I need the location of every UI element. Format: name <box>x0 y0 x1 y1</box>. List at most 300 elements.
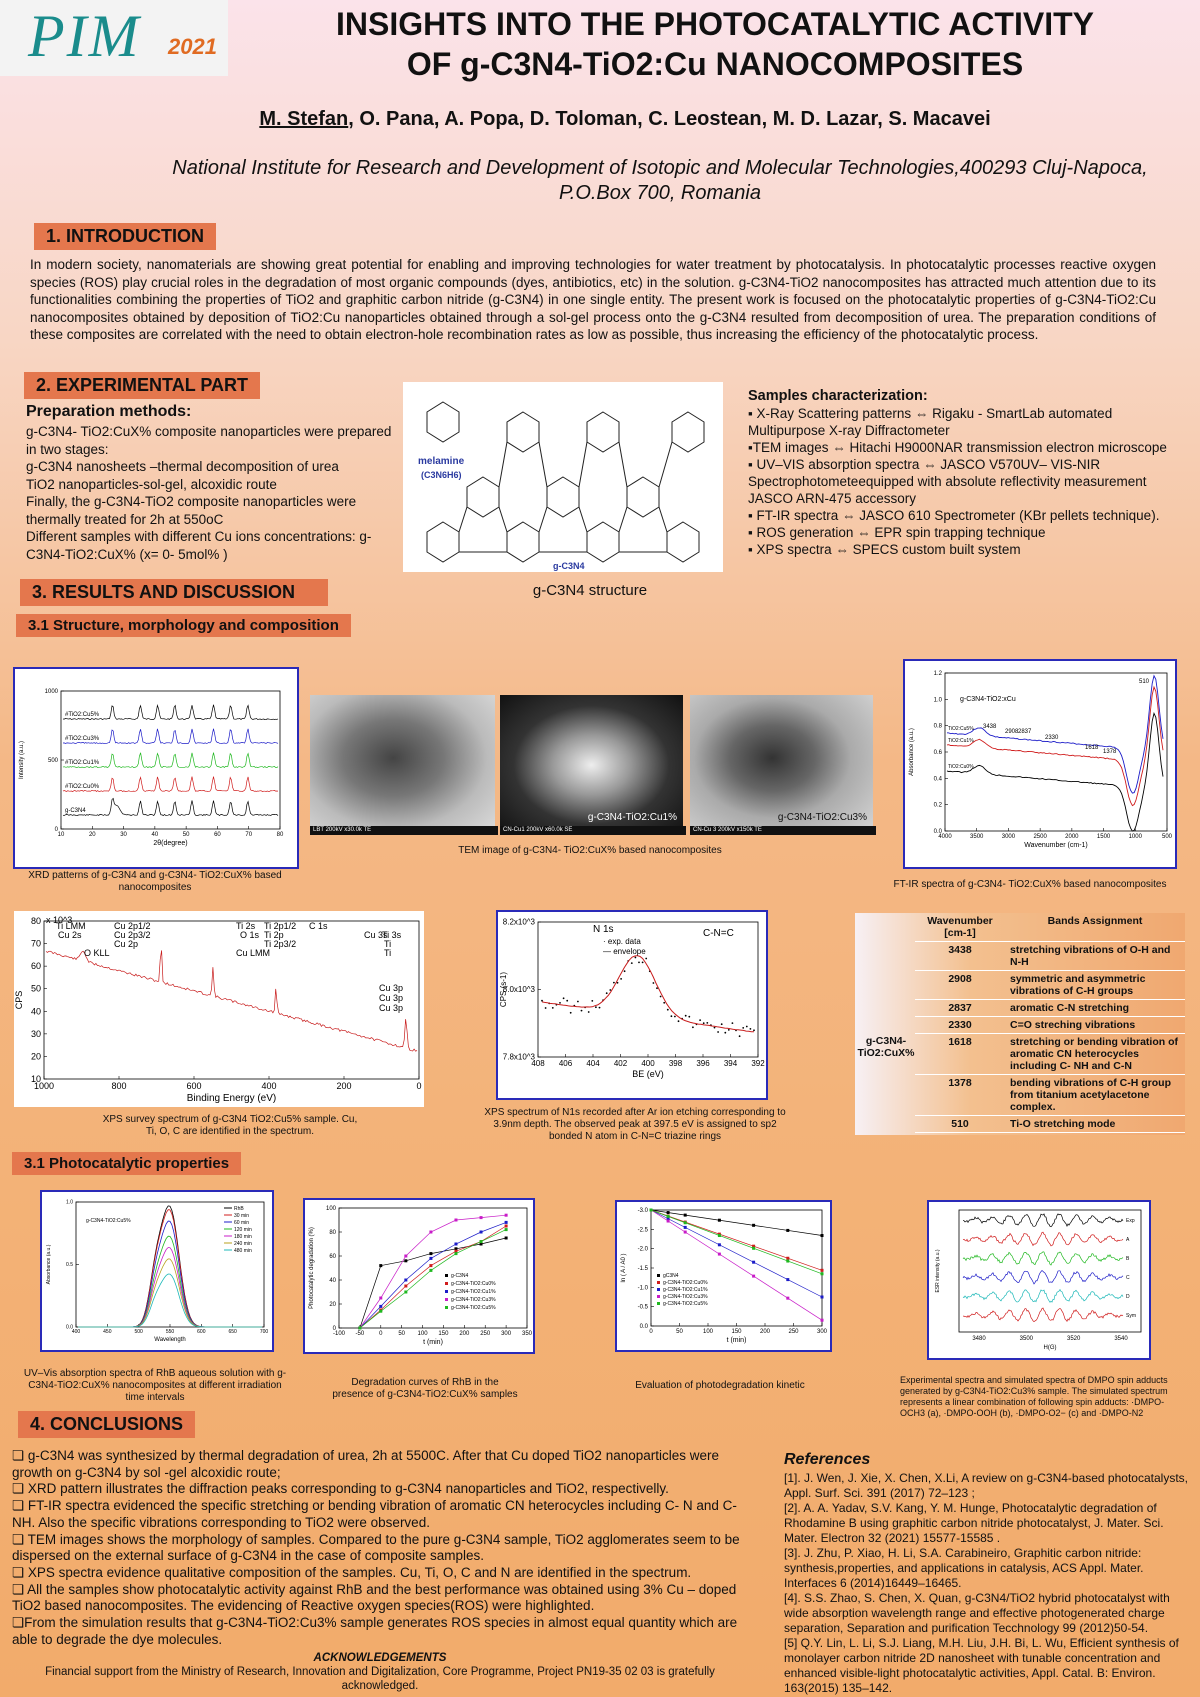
n1s-data-point <box>750 1028 752 1030</box>
x-axis-label: Wavenumber (cm-1) <box>1024 842 1088 849</box>
ftir-peak-label: 3438 <box>983 724 997 730</box>
kinetic-chart <box>615 1200 832 1352</box>
y-tick-label: 1.0 <box>933 697 942 704</box>
x-tick-label: 80 <box>276 832 284 838</box>
x-tick-label: 150 <box>731 1329 742 1335</box>
deg-data-point <box>454 1252 457 1255</box>
uv-legend-label: RhB <box>234 1206 244 1212</box>
x-tick-label: 406 <box>558 1059 573 1068</box>
x-tick-label: 600 <box>186 1081 202 1091</box>
xrd-series-label: #TiO2:Cu3% <box>65 736 100 742</box>
y-tick-label: -0.5 <box>637 1304 648 1311</box>
deg-legend-swatch <box>445 1274 448 1277</box>
references <box>784 1452 1188 1696</box>
references-title: References <box>784 1451 871 1468</box>
y-tick-label: 10 <box>30 1074 41 1084</box>
n1s-data-point <box>714 1027 716 1029</box>
xps-svg <box>14 911 424 1107</box>
xps-caption: XPS survey spectrum of g-C3N4 TiO2:Cu5% sample. Cu, Ti, O, C are identified in the spectrum. <box>102 1114 358 1137</box>
reference-item: [1]. J. Wen, J. Xie, X. Chen, X.Li, A review on g-C3N4-based photocatalysts, Appl. Surf. Sci. 391 (2017) 72–123 ; <box>784 1471 1188 1500</box>
xrd-svg <box>15 669 297 867</box>
table-cell: 1618 <box>915 1034 1005 1075</box>
deg-data-point <box>454 1219 457 1222</box>
sample-item: ▪ XPS spectra ⇔ SPECS custom built system <box>748 542 1021 557</box>
x-tick-label: 3520 <box>1066 1336 1081 1342</box>
deg-data-point <box>379 1297 382 1300</box>
gcn-structure-svg <box>403 382 723 572</box>
tem-caption: TEM image of g-C3N4- TiO2:CuX% based nanocomposites <box>458 845 722 856</box>
sample-item: ▪ X-Ray Scattering patterns ⇔ Rigaku - SmartLab automated Multipurpose X-ray Diffractometer <box>748 406 1113 438</box>
esr-series-label: Sym <box>1126 1313 1136 1319</box>
n1s-data-point <box>742 1027 744 1029</box>
deg-data-point <box>404 1255 407 1258</box>
n1s-data-point <box>631 962 633 964</box>
prep-line: Different samples with different Cu ions concentrations: g-C3N4-TiO2:CuX% (x= 0- 5mol% ) <box>26 529 372 562</box>
ftir-svg <box>905 661 1175 867</box>
x-axis-label: BE (eV) <box>632 1069 664 1079</box>
kin-legend-swatch <box>657 1295 660 1298</box>
y-tick-label: 20 <box>329 1302 336 1308</box>
x-tick-label: 1000 <box>1128 834 1142 840</box>
x-tick-label: 400 <box>71 1329 81 1335</box>
reference-item: [5] Q.Y. Lin, L. Li, S.J. Liang, M.H. Liu, J.H. Bi, L. Wu, Efficient synthesis of monolayer carbon nitride 2D nanosheet with tunable concentration and enhanced visible-light photocatalytic activities, Appl. Catal. B: Environ. 163(2015) 135–142. <box>784 1636 1179 1695</box>
y-axis-label: Photocatalytic degradation (%) <box>309 1227 315 1309</box>
xps-spectrum-line <box>46 950 417 1051</box>
x-tick-label: 100 <box>417 1331 428 1337</box>
plot-frame <box>339 1208 527 1328</box>
esr-svg <box>929 1202 1149 1358</box>
n1s-data-point <box>559 1002 561 1004</box>
y-tick-label: 0.8 <box>933 723 942 730</box>
melamine-label: melamine <box>418 456 465 467</box>
table-col-wavenumber: Wavenumber [cm-1] <box>915 913 1005 942</box>
tem-label-1: g-C3N4-TiO2:Cu1% <box>587 812 677 823</box>
xps-peak-label: Ti <box>384 948 392 958</box>
esr-series-line <box>963 1290 1123 1303</box>
deg-data-point <box>505 1225 508 1228</box>
table-cell: Ti-O stretching mode <box>1005 1116 1185 1133</box>
n1s-data-point <box>739 1035 741 1037</box>
ftir-series-label: TiO2:Cu0% <box>948 764 974 770</box>
n1s-data-point <box>692 1026 694 1028</box>
n1s-data-point <box>663 1002 665 1004</box>
section-conclusions: 4. CONCLUSIONS <box>18 1411 195 1438</box>
y-tick-label: 80 <box>329 1230 336 1236</box>
esr-series-label: Exp <box>1126 1218 1135 1224</box>
xps-peak-label: Cu 2p3/2 <box>114 930 151 940</box>
poster-title <box>240 4 1190 84</box>
reference-item: [3]. J. Zhu, P. Xiao, H. Li, S.A. Carabineiro, Graphitic carbon nitride: synthesis,properties, and applications in catalysis, ACS Appl. Mater. Interfaces 6 (2014)16449–16465. <box>784 1546 1144 1590</box>
esr-series-label: C <box>1126 1275 1130 1281</box>
y-tick-label: 60 <box>329 1254 336 1260</box>
x-tick-label: 500 <box>134 1329 143 1335</box>
sample-item: ▪ UV–VIS absorption spectra ⇔ JASCO V570UV– VIS-NIR Spectrophotometeequipped with absolute reflectivity measurement JASCO ARN-475 accessory <box>748 457 1147 506</box>
samples-characterization <box>748 388 1168 558</box>
preparation-methods <box>26 403 398 563</box>
ack-text: Financial support from the Ministry of Research, Innovation and Digitalization, Core Programme, Project PN19-35 02 03 is gratefully acknowledged. <box>45 1666 715 1692</box>
kin-data-point <box>752 1275 755 1278</box>
deg-data-point <box>480 1216 483 1219</box>
deg-legend-label: g-C3N4-TiO2:Cu1% <box>451 1289 496 1295</box>
kin-legend-swatch <box>657 1281 660 1284</box>
uvvis-chart <box>40 1190 274 1352</box>
structure-caption: g-C3N4 structure <box>532 582 648 599</box>
y-tick-label: 1.0 <box>66 1199 73 1206</box>
xrd-series-line <box>63 798 278 815</box>
n1s-data-point <box>660 996 662 998</box>
uvvis-caption: UV–Vis absorption spectra of RhB aqueous solution with g-C3N4-TiO2:CuX% nanocomposites at different irradiation time intervals <box>23 1368 287 1403</box>
ftir-caption: FT-IR spectra of g-C3N4- TiO2:CuX% based nanocomposites <box>893 879 1167 890</box>
xrd-series-label: g-C3N4 <box>65 808 86 814</box>
y-tick-label: 500 <box>47 758 58 764</box>
n1s-data-point <box>581 1010 583 1012</box>
x-tick-label: 250 <box>480 1331 491 1337</box>
prep-line: TiO2 nanoparticles-sol-gel, alcoxidic route <box>26 476 277 492</box>
xps-peak-label: Ti 2p <box>264 930 284 940</box>
y-tick-label: 100 <box>325 1206 336 1212</box>
table-col-bands: Bands Assignment <box>1005 913 1185 942</box>
table-cell: 3438 <box>915 942 1005 971</box>
n1s-data-point <box>591 1000 593 1002</box>
conclusion-item: ❏ All the samples show photocatalytic activity against RhB and the best performance was obtained using 3% Cu – doped TiO2 based nanocomposites. The evidencing of Reactive oxygen species(ROS) were highlighted. <box>12 1581 737 1614</box>
y-axis-label: ln ( A / A0 ) <box>621 1253 627 1283</box>
degradation-svg <box>305 1200 533 1352</box>
kin-data-point <box>752 1224 755 1227</box>
kin-data-point <box>821 1234 824 1237</box>
n1s-data-point <box>685 1015 687 1017</box>
esr-series-label: A <box>1126 1237 1130 1243</box>
table-row <box>915 942 1185 971</box>
xrd-series-label: #TiO2:Cu0% <box>65 784 100 790</box>
x-tick-label: -100 <box>332 1331 346 1337</box>
affiliation <box>160 156 1160 206</box>
x-tick-label: 200 <box>459 1331 470 1337</box>
esr-series-line <box>963 1214 1123 1227</box>
gcn-label: g-C3N4 <box>553 561 585 571</box>
table-cell: C=O streching vibrations <box>1005 1017 1185 1034</box>
xps-peak-label: C 1s <box>309 921 328 931</box>
authors <box>200 108 1050 131</box>
table-cell: stretching or bending vibration of aromatic CN heterocycles including C- NH and C-N <box>1005 1034 1185 1075</box>
y-tick-label: 50 <box>30 983 41 994</box>
esr-series-line <box>963 1252 1123 1265</box>
n1s-data-point <box>545 1007 547 1009</box>
n1s-data-point <box>570 1012 572 1014</box>
y-axis-label: ESR intensity (a.u.) <box>935 1249 941 1293</box>
uvvis-svg <box>42 1192 272 1350</box>
xps-peak-label: Cu 3p <box>379 983 404 993</box>
title-line-1: INSIGHTS INTO THE PHOTOCATALYTIC ACTIVITY <box>336 6 1094 42</box>
conclusion-item: ❏ g-C3N4 was synthesized by thermal degradation of urea, 2h at 5500C. After that Cu doped TiO2 nanoparticles were growth on g-C3N4 by sol -gel alcoxidic route; <box>12 1448 720 1480</box>
ftir-legend: g-C3N4-TiO2:xCu <box>960 696 1016 703</box>
plot-frame <box>959 1210 1141 1332</box>
table-cell: bending vibrations of C-H group from titanium acetylacetone complex. <box>1005 1075 1185 1116</box>
co-authors: , O. Pana, A. Popa, D. Toloman, C. Leostean, M. D. Lazar, S. Macavei <box>348 108 991 130</box>
ftir-series-label: TiO2:Cu1% <box>948 738 974 744</box>
kin-legend-label: g-C3N4-TiO2:Cu5% <box>663 1301 708 1307</box>
y-tick-label: 0.6 <box>933 750 942 756</box>
table-row <box>915 1000 1185 1017</box>
deg-legend-swatch <box>445 1306 448 1309</box>
deg-legend-swatch <box>445 1290 448 1293</box>
n1s-title: N 1s <box>593 924 614 935</box>
kin-data-point <box>684 1221 687 1224</box>
x-tick-label: 396 <box>696 1059 710 1068</box>
x-tick-label: 50 <box>182 832 190 838</box>
y-tick-label: 0.5 <box>66 1262 73 1269</box>
uv-series-line <box>78 1259 262 1327</box>
n1s-data-point <box>653 982 655 984</box>
xps-survey-chart <box>14 911 424 1107</box>
x-tick-label: 400 <box>641 1059 655 1068</box>
ftir-peak-label: 1618 <box>1085 745 1099 751</box>
subsection-structure: 3.1 Structure, morphology and composition <box>16 614 351 637</box>
table-cell: 2837 <box>915 1000 1005 1017</box>
kin-data-point <box>821 1319 824 1322</box>
tem-scalebar-3: CN-Cu 3 200kV x150k TE <box>690 826 876 835</box>
deg-data-point <box>379 1305 382 1308</box>
n1s-data-point <box>642 962 644 964</box>
deg-data-point <box>505 1237 508 1240</box>
kin-data-point <box>786 1278 789 1281</box>
gcn-structure-figure <box>403 382 723 572</box>
ftir-series-line <box>947 713 1163 831</box>
prep-line: g-C3N4 nanosheets –thermal decomposition of urea <box>26 459 339 474</box>
x-tick-label: 150 <box>438 1331 449 1337</box>
esr-series-label: D <box>1126 1294 1130 1300</box>
y-tick-label: 1000 <box>44 689 58 695</box>
ftir-peak-label: 510 <box>1139 679 1150 685</box>
ftir-peak-label: 2837 <box>1018 729 1032 735</box>
n1s-data-point <box>595 1006 597 1008</box>
n1s-data-point <box>609 989 611 991</box>
x-axis-label: Wavelength <box>154 1337 186 1343</box>
kin-data-point <box>786 1260 789 1263</box>
uv-legend-label: 120 min <box>234 1227 252 1233</box>
x-tick-label: 30 <box>120 832 127 838</box>
prep-line: g-C3N4- TiO2:CuX% composite nanoparticles were prepared in two stages: <box>26 424 392 457</box>
samples-title: Samples characterization: <box>748 388 928 404</box>
kin-data-point <box>821 1272 824 1275</box>
kin-legend-label: g-C3N4-TiO2:Cu1% <box>663 1287 708 1293</box>
tem-scalebar-2: CN-Cu1 200kV x60.0k SE <box>500 826 686 835</box>
kin-data-point <box>684 1231 687 1234</box>
x-tick-label: 400 <box>261 1081 277 1091</box>
n1s-data-point <box>566 1000 568 1002</box>
ftir-series-line <box>947 687 1163 806</box>
deg-data-point <box>505 1214 508 1217</box>
n1s-data-point <box>706 1022 708 1024</box>
n1s-data-point <box>620 978 622 980</box>
x-tick-label: 650 <box>228 1329 237 1335</box>
x-tick-label: 10 <box>57 832 65 838</box>
kin-fit-line <box>651 1210 822 1270</box>
xps-peak-label: O KLL <box>84 948 110 958</box>
n1s-data-point <box>753 1029 755 1031</box>
deg-legend-swatch <box>445 1298 448 1301</box>
presenting-author: M. Stefan <box>259 108 349 130</box>
y-tick-label: 0.2 <box>933 802 942 809</box>
n1s-data-point <box>678 1020 680 1022</box>
conclusions-list <box>12 1448 748 1648</box>
deg-data-point <box>429 1269 432 1272</box>
table-row <box>915 971 1185 1000</box>
kin-legend-swatch <box>657 1288 660 1291</box>
table-cell: 2908 <box>915 971 1005 1000</box>
kin-data-point <box>786 1297 789 1300</box>
x-tick-label: 450 <box>103 1329 112 1335</box>
table-row <box>915 1075 1185 1116</box>
y-axis-label: CPS <box>14 990 24 1010</box>
deg-data-point <box>429 1252 432 1255</box>
x-tick-label: 1000 <box>33 1081 55 1091</box>
kin-data-point <box>667 1215 670 1218</box>
kin-legend-swatch <box>657 1274 660 1277</box>
table-row <box>915 1034 1185 1075</box>
x-tick-label: -50 <box>355 1331 365 1337</box>
xrd-series-label: #TiO2:Cu1% <box>65 760 100 766</box>
y-axis-label: Absorbance (a.u.) <box>46 1244 52 1285</box>
x-tick-label: 50 <box>676 1329 683 1335</box>
n1s-data-point <box>588 1011 590 1013</box>
y-axis-label: CPS (s-1) <box>499 971 508 1008</box>
xps-peak-label: Cu 3p <box>379 993 404 1003</box>
y-axis-label: Absorbance (a.u.) <box>909 728 915 776</box>
sample-item: ▪TEM images ⇔ Hitachi H9000NAR transmission electron microscope <box>748 440 1167 455</box>
affiliation-line-2: P.O.Box 700, Romania <box>559 182 761 204</box>
deg-legend-label: g-C3N4-TiO2:Cu3% <box>451 1297 496 1303</box>
prep-title: Preparation methods: <box>26 403 192 420</box>
xps-peak-label: Ti <box>384 939 392 949</box>
kinetic-caption: Evaluation of photodegradation kinetic <box>635 1380 805 1391</box>
x-tick-label: 200 <box>336 1081 352 1091</box>
x-tick-label: 600 <box>197 1329 206 1335</box>
conclusion-item: ❏ XPS spectra evidence qualitative composition of the samples. Cu, Ti, O, C and N are identified in the spectrum. <box>12 1564 692 1580</box>
x-tick-label: 0 <box>649 1329 653 1335</box>
tem-label-2: g-C3N4-TiO2:Cu3% <box>777 812 867 823</box>
tem-image-3 <box>690 695 873 835</box>
y-tick-label: -2.0 <box>637 1246 648 1253</box>
ftir-peak-label: 1378 <box>1103 749 1117 755</box>
tem-scalebar-1: LBT 200kV x30.0k TE <box>310 826 498 835</box>
n1s-svg <box>498 912 766 1098</box>
ftir-peak-label: 2908 <box>1005 729 1019 735</box>
y-tick-label: 0 <box>332 1326 336 1332</box>
x-tick-label: 402 <box>613 1059 628 1068</box>
y-tick-label: 1.2 <box>933 671 942 677</box>
table-cell: 1378 <box>915 1075 1005 1116</box>
y-tick-label: 8.0x10^3 <box>502 985 535 995</box>
y-tick-label: -1.5 <box>637 1266 648 1272</box>
conclusion-item: ❏ FT-IR spectra evidenced the specific stretching or bending vibration of aromatic CN heterocycles including C- N and C- NH. Also the specific vibrations corresponding to TiO2 were observed. <box>12 1498 737 1530</box>
plot-frame <box>538 922 758 1057</box>
xps-peak-label: Ti 2p3/2 <box>264 939 297 949</box>
n1s-data-point <box>728 1029 730 1031</box>
deg-data-point <box>454 1243 457 1246</box>
x-axis-label: Binding Energy (eV) <box>186 1093 277 1104</box>
x-tick-label: 70 <box>245 832 253 838</box>
degradation-caption: Degradation curves of RhB in the presence of g-C3N4-TiO2:CuX% samples <box>332 1377 518 1400</box>
esr-series-line <box>963 1308 1123 1322</box>
x-tick-label: 0 <box>379 1331 383 1337</box>
xps-peak-label: Cu 2p <box>114 939 139 949</box>
kin-data-point <box>821 1269 824 1272</box>
y-tick-label: 0.0 <box>639 1324 648 1330</box>
x-tick-label: 4000 <box>938 834 952 840</box>
x-axis-label: t (min) <box>423 1339 443 1346</box>
reference-item: [2]. A. A. Yadav, S.V. Kang, Y. M. Hunge, Photocatalytic degradation of Rhodamine B using graphitic carbon nitride photocatalyst, J. Mater. Sci. Mater. Electron 32 (2021) 15577-15585 . <box>784 1501 1164 1545</box>
n1s-data-point <box>599 1007 601 1009</box>
xps-peak-label: Ti LMM <box>56 921 86 931</box>
uv-legend-label: 480 min <box>234 1248 252 1254</box>
x-tick-label: 2000 <box>1065 834 1079 840</box>
xps-peak-label: Ti 3s <box>382 930 402 940</box>
y-tick-label: 30 <box>30 1028 41 1039</box>
n1s-data-point <box>699 1019 701 1021</box>
xps-scale-label: x 10^3 <box>46 915 73 925</box>
n1s-data-point <box>746 1026 748 1028</box>
plot-frame <box>651 1210 822 1326</box>
x-tick-label: 3480 <box>972 1336 986 1342</box>
y-tick-label: -3.0 <box>637 1208 648 1214</box>
uv-legend-label: 30 min <box>234 1213 250 1219</box>
x-tick-label: 392 <box>751 1059 765 1068</box>
prep-line: Finally, the g-C3N4-TiO2 composite nanoparticles were thermally treated for 2h at 550oC <box>26 494 357 527</box>
kin-data-point <box>718 1243 721 1246</box>
ftir-series-label: TiO2:Cu5% <box>948 726 974 732</box>
kin-data-point <box>821 1296 824 1299</box>
kin-data-point <box>786 1229 789 1232</box>
x-tick-label: 100 <box>702 1329 714 1335</box>
n1s-data-point <box>671 1015 673 1017</box>
x-tick-label: 200 <box>759 1329 771 1335</box>
n1s-data-point <box>667 1009 669 1011</box>
xps-peak-label: Cu 3p <box>379 1003 404 1013</box>
y-tick-label: 0.0 <box>66 1324 73 1331</box>
section-experimental: 2. EXPERIMENTAL PART <box>24 372 260 399</box>
n1s-data-point <box>724 1032 726 1034</box>
deg-data-point <box>505 1228 508 1231</box>
uv-series-line <box>78 1274 262 1327</box>
kin-fit-line <box>651 1210 822 1274</box>
xps-peak-label: Ti 2p1/2 <box>264 921 297 931</box>
tem-image-1 <box>310 695 495 835</box>
n1s-data-point <box>721 1023 723 1025</box>
ftir-chart <box>903 659 1177 869</box>
x-tick-label: 20 <box>88 832 96 838</box>
esr-caption: Experimental spectra and simulated spectra of DMPO spin adducts generated by g-C3N4-TiO2:Cu3% sample. The simulated spectrum represents a linear combination of following spin adducts: ·DMPO-OCH3 (a), ·DMPO-OOH (b), ·DMPO-O2− (c) and ·DMPO-N2 <box>900 1375 1168 1418</box>
x-tick-label: 0 <box>416 1081 422 1091</box>
esr-series-line <box>963 1232 1123 1246</box>
deg-data-point <box>429 1257 432 1260</box>
n1s-chart <box>496 910 768 1100</box>
x-axis-label: 2θ(degree) <box>153 840 188 847</box>
esr-series-line <box>963 1271 1123 1285</box>
kin-data-point <box>667 1220 670 1223</box>
deg-data-point <box>404 1279 407 1282</box>
ftir-bands-table <box>855 913 1185 1135</box>
ftir-peak-label: 2330 <box>1045 735 1059 741</box>
kin-legend-label: g-C3N4-TiO2:Cu3% <box>663 1294 708 1300</box>
x-tick-label: 408 <box>531 1059 545 1068</box>
y-tick-label: 80 <box>30 916 41 926</box>
kin-data-point <box>667 1211 670 1214</box>
n1s-data-point <box>703 1022 705 1024</box>
deg-data-point <box>358 1327 361 1330</box>
x-tick-label: 3540 <box>1114 1336 1128 1342</box>
n1s-data-point <box>717 1031 719 1033</box>
x-tick-label: 50 <box>398 1331 406 1337</box>
